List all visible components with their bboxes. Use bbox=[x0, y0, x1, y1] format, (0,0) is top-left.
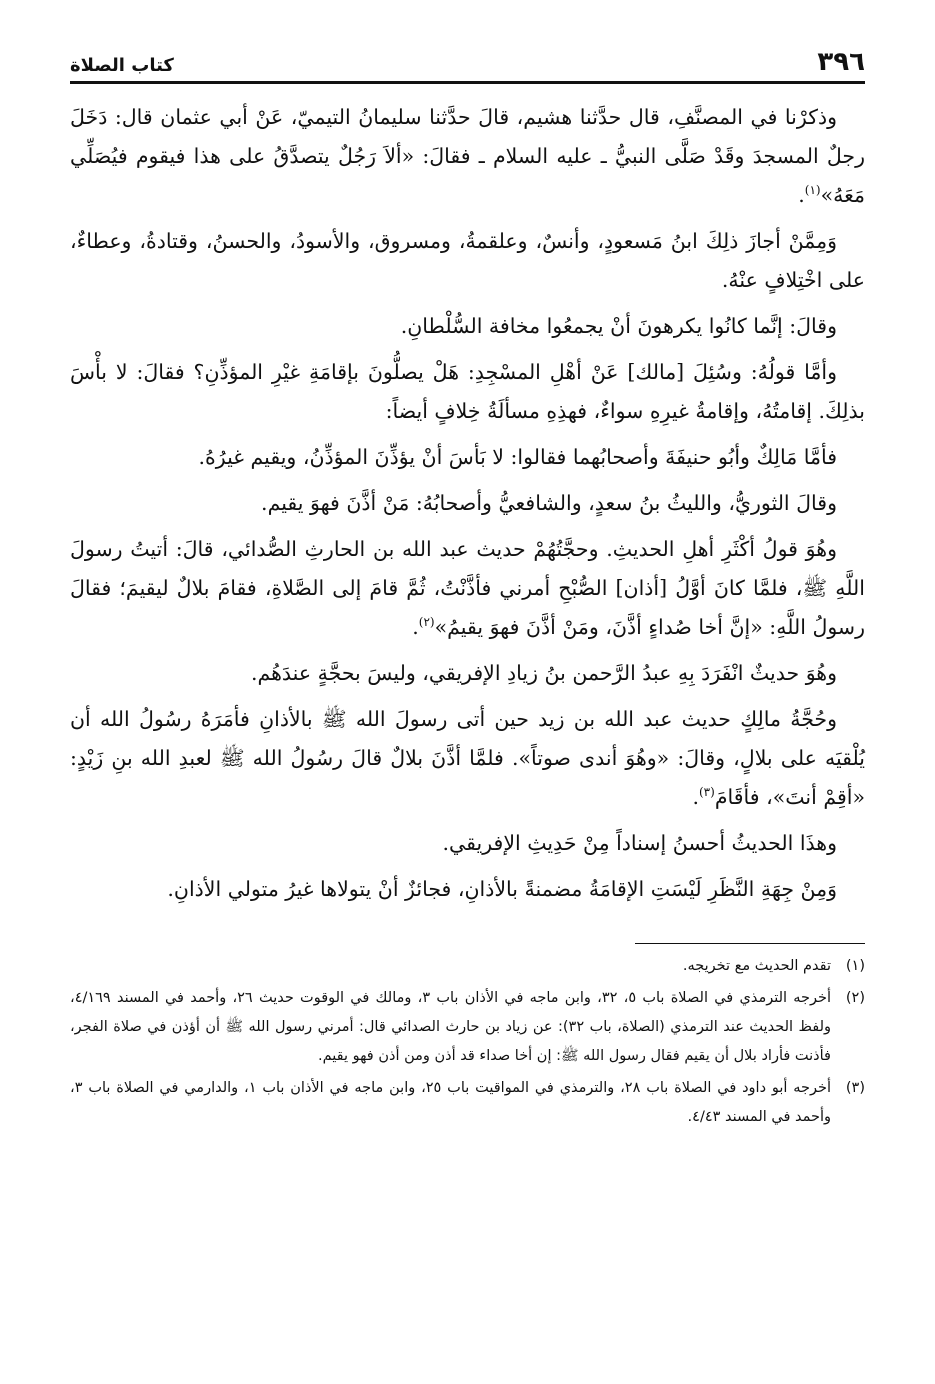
footnote-number: (٢) bbox=[845, 990, 865, 1006]
chapter-title: كتاب الصلاة bbox=[70, 55, 174, 76]
paragraph bbox=[70, 222, 865, 300]
footnote bbox=[70, 952, 865, 981]
footnote-reference: (٣) bbox=[698, 785, 715, 800]
paragraph-text: وقالَ الثوريُّ، والليثُ بنُ سعدٍ، والشافعيُّ وأصحابُهُ: مَنْ أذَّنَ فهوَ يقيم. bbox=[261, 491, 837, 515]
paragraph-text: وهذَا الحديثُ أحسنُ إسناداً مِنْ حَدِيثِ الإفريقي. bbox=[442, 831, 837, 855]
paragraph bbox=[70, 530, 865, 647]
running-header bbox=[70, 40, 865, 84]
footnote-divider bbox=[635, 943, 865, 944]
footnotes bbox=[70, 952, 865, 1132]
paragraph bbox=[70, 870, 865, 909]
paragraph-text: وأمَّا قولُهُ: وسُئِلَ [مالك] عَنْ أهْلِ المسْجِدِ: هَلْ يصلُّونَ بإقامَةِ غيْرِ المؤذِّنِ؟ فقالَ: لا بأْسَ بذلِكَ. إقامتُهُ، وإقامةُ غيرِهِ سواءٌ، فهذِهِ مسألَةُ خِلافٍ أيضاً: bbox=[70, 360, 865, 423]
footnote-reference: (١) bbox=[804, 183, 821, 198]
paragraph-end: . bbox=[412, 615, 419, 639]
paragraph bbox=[70, 307, 865, 346]
footnote bbox=[70, 984, 865, 1071]
paragraph-text: وَمِمَّنْ أجازَ ذلِكَ ابنُ مَسعودٍ، وأنسٌ، وعلقمةُ، ومسروق، والأسودُ، والحسنُ، وقتادةُ، وعطاءٌ، على اخْتِلافٍ عنْهُ. bbox=[70, 229, 865, 292]
paragraph-text: وذكرْنا في المصنَّفِ، قال حدَّثنا هشيم، قالَ حدَّثنا سليمانُ التيميّ، عَنْ أبي عثمان قال: دَخَلَ رجلٌ المسجدَ وقَدْ صَلَّى النبيُّ ـ عليه السلام ـ فقالَ: «ألاَ رَجُلٌ يتصدَّقُ على هذا فيقوم فيُصَلِّي مَعَهُ» bbox=[70, 105, 865, 207]
paragraph-text: وحُجَّةُ مالِكٍ حديث عبد الله بن زيد حين أتى رسولَ الله ﷺ بالأذانِ فأمَرَهُ رسُولُ الله أن يُلْقيَه على بلالٍ، وقالَ: «وهُوَ أندى صوتاً». فلمَّا أذَّنَ بلالٌ قالَ رسُولُ الله ﷺ لعبدِ الله بنِ زَيْدٍ: «أقِمْ أنتَ»، فأقَامَ bbox=[70, 707, 865, 809]
paragraph-end: . bbox=[692, 785, 699, 809]
paragraph bbox=[70, 438, 865, 477]
footnote-number: (١) bbox=[845, 958, 865, 974]
paragraph bbox=[70, 484, 865, 523]
paragraph-text: وقالَ: إنَّما كانُوا يكرهونَ أنْ يجمعُوا مخافة السُّلْطانِ. bbox=[400, 314, 837, 338]
main-text bbox=[70, 98, 865, 909]
footnote-text: تقدم الحديث مع تخريجه. bbox=[682, 958, 831, 974]
footnote-text: أخرجه أبو داود في الصلاة باب ٢٨، والترمذي في المواقيت باب ٢٥، وابن ماجه في الأذان باب ١، والدارمي في الصلاة باب ٣، وأحمد في المسند ٤/٤٣. bbox=[70, 1080, 831, 1125]
footnote-number: (٣) bbox=[845, 1080, 865, 1096]
paragraph-text: وَمِنْ جِهَةِ النَّظَرِ لَيْسَتِ الإقامَةُ مضمنةً بالأذانِ، فجائزٌ أنْ يتولاها غيرُ متولي الأذانِ. bbox=[167, 877, 837, 901]
paragraph-end: . bbox=[798, 183, 805, 207]
footnote-text: أخرجه الترمذي في الصلاة باب ٥، ٣٢، وابن ماجه في الأذان باب ٣، ومالك في الوقوت حديث ٢٦، وأحمد في المسند ٤/١٦٩، ولفظ الحديث عند الترمذي (الصلاة، باب ٣٢): عن زياد بن حارث الصدائي قال: أمرني رسول الله ﷺ أن أؤذن في صلاة الفجر، فأذنت فأراد بلال أن يقيم فقال رسول الله ﷺ: إن أخا صداء قد أذن ومن أذن فهو يقيم. bbox=[70, 990, 831, 1064]
paragraph bbox=[70, 353, 865, 431]
paragraph bbox=[70, 654, 865, 693]
footnote bbox=[70, 1074, 865, 1132]
footnote-reference: (٢) bbox=[418, 615, 435, 630]
paragraph bbox=[70, 98, 865, 215]
paragraph-text: وهُوَ قولُ أكْثَرِ أهلِ الحديثِ. وحجَّتُهُمْ حديث عبد الله بن الحارثِ الصُّدائي، قالَ: أتيتُ رسولَ اللَّهِ ﷺ، فلمَّا كانَ أوَّلُ [أذان] الصُّبْحِ أمرني فأذَّنْتُ، ثُمَّ قامَ إلى الصَّلاةِ، فقامَ بلالٌ ليقيمَ؛ فقالَ رسولُ اللَّهِ: «إنَّ أخا صُداءٍ أذَّنَ، ومَنْ أذَّنَ فهوَ يقيمُ» bbox=[70, 537, 865, 639]
paragraph bbox=[70, 824, 865, 863]
paragraph bbox=[70, 700, 865, 817]
book-page bbox=[70, 40, 865, 1360]
paragraph-text: فأمَّا مَالِكٌ وأبُو حنيفَةَ وأصحابُهما فقالوا: لا بَأسَ أنْ يؤذِّنَ المؤذِّنُ، ويقيم غيرُهُ. bbox=[198, 445, 837, 469]
page-number: ٣٩٦ bbox=[817, 47, 865, 77]
paragraph-text: وهُوَ حديثٌ انْفَرَدَ بِهِ عبدُ الرَّحمن بنُ زيادِ الإفريقي، وليسَ بحجَّةٍ عندَهُم. bbox=[250, 661, 837, 685]
